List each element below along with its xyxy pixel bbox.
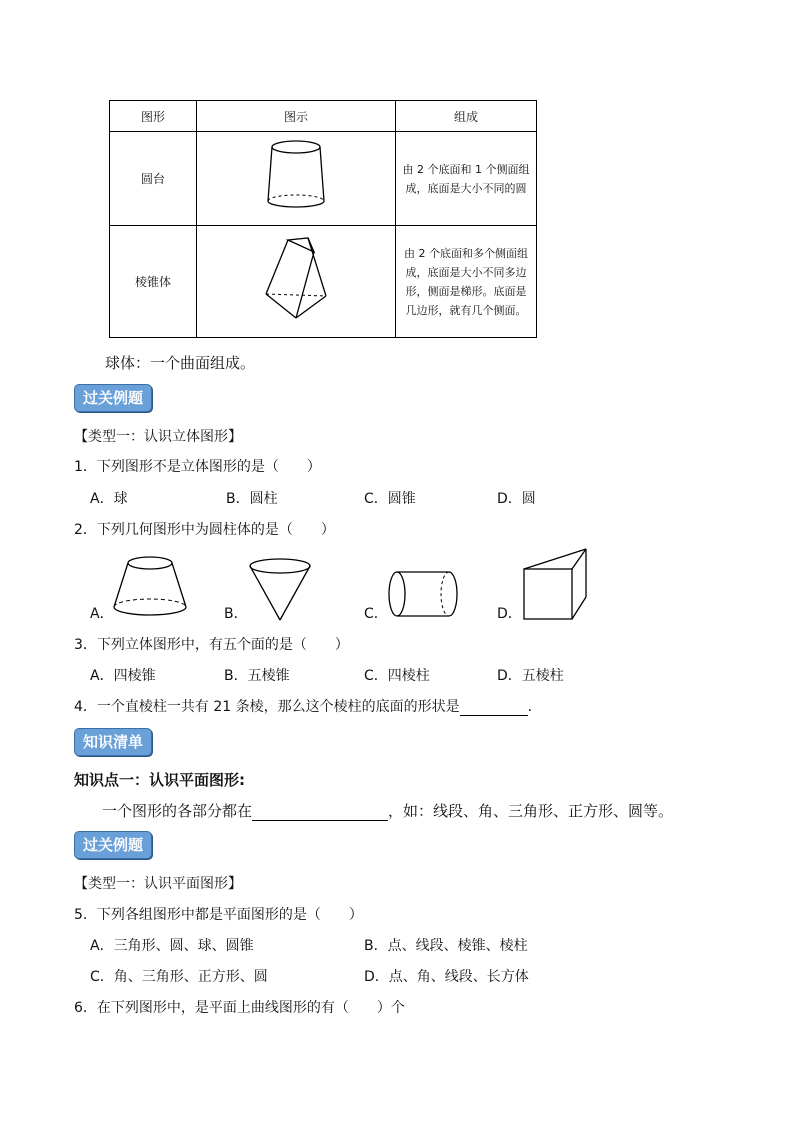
pyramid-frustum-figure (260, 234, 332, 326)
q2-option-a: A． (90, 606, 114, 622)
kp1-title: 知识点一：认识平面图形: (74, 771, 245, 789)
type1-heading: 【类型一：认识立体图形】 (74, 429, 242, 445)
table-row (110, 132, 537, 226)
frustum-figure (261, 137, 331, 217)
q1-stem: 1．下列图形不是立体图形的是（ ） (74, 459, 321, 475)
q4-stem: 4．一个直棱柱一共有 21 条棱，那么这个棱柱的底面的形状是 (74, 699, 460, 715)
sphere-note: 球体：一个曲面组成。 (105, 354, 256, 372)
q3-option-a: A．四棱锥 (90, 668, 156, 684)
q1-option-b: B．圆柱 (226, 491, 278, 507)
q4-answer-blank[interactable] (460, 701, 528, 716)
q3-option-c: C．四棱柱 (364, 668, 430, 684)
kp1-text-after: ，如：线段、角、三角形、正方形、圆等。 (388, 802, 674, 820)
row-frustum-figure (197, 132, 396, 226)
q1-option-d: D．圆 (497, 491, 536, 507)
q3-option-d: D．五棱柱 (497, 668, 564, 684)
kp1-text-before: 一个图形的各部分都在 (102, 802, 253, 820)
kp1-answer-blank[interactable] (252, 805, 388, 821)
table-row (110, 226, 537, 338)
q3-stem: 3．下列立体图形中，有五个面的是（ ） (74, 637, 349, 653)
q2-cone-icon (248, 558, 312, 622)
header-shape: 图形 (110, 101, 197, 132)
badge-knowledge: 知识清单 (74, 728, 152, 756)
type2-heading: 【类型一：认识平面图形】 (74, 876, 242, 892)
kp1-text (102, 800, 673, 821)
row-pyramid-figure (197, 226, 396, 338)
row-frustum-desc: 由 2 个底面和 1 个侧面组成，底面是大小不同的圆 (396, 132, 537, 226)
q3-option-b: B．五棱锥 (224, 668, 290, 684)
q2-frustum-icon (110, 553, 190, 623)
q2-stem: 2．下列几何图形中为圆柱体的是（ ） (74, 522, 335, 538)
q2-prism-icon (522, 547, 588, 621)
table-header-row (110, 101, 537, 132)
badge-examples-1: 过关例题 (74, 384, 152, 412)
q1-option-a: A．球 (90, 491, 128, 507)
row-pyramid-desc: 由 2 个底面和多个侧面组成，底面是大小不同多边形，侧面是梯形。底面是几边形，就有几个侧面。 (396, 226, 537, 338)
header-figure: 图示 (197, 101, 396, 132)
q2-option-b: B． (224, 606, 248, 622)
q2-option-c: C． (364, 606, 388, 622)
q2-cylinder-icon (387, 570, 459, 620)
row-frustum-name: 圆台 (110, 132, 197, 226)
q5-stem: 5．下列各组图形中都是平面图形的是（ ） (74, 907, 363, 923)
q5-option-b: B．点、线段、棱锥、棱柱 (364, 938, 528, 954)
badge-examples-2: 过关例题 (74, 831, 152, 859)
header-composition: 组成 (396, 101, 537, 132)
q6-stem: 6．在下列图形中，是平面上曲线图形的有（ ）个 (74, 1000, 405, 1016)
q5-option-a: A．三角形、圆、球、圆锥 (90, 938, 254, 954)
q1-option-c: C．圆锥 (364, 491, 416, 507)
q4-line (74, 696, 542, 716)
q2-option-d: D． (497, 606, 522, 622)
q4-end: ． (527, 699, 542, 715)
q5-option-d: D．点、角、线段、长方体 (364, 969, 529, 985)
row-pyramid-name: 棱锥体 (110, 226, 197, 338)
shapes-table (109, 100, 537, 338)
q5-option-c: C．角、三角形、正方形、圆 (90, 969, 268, 985)
